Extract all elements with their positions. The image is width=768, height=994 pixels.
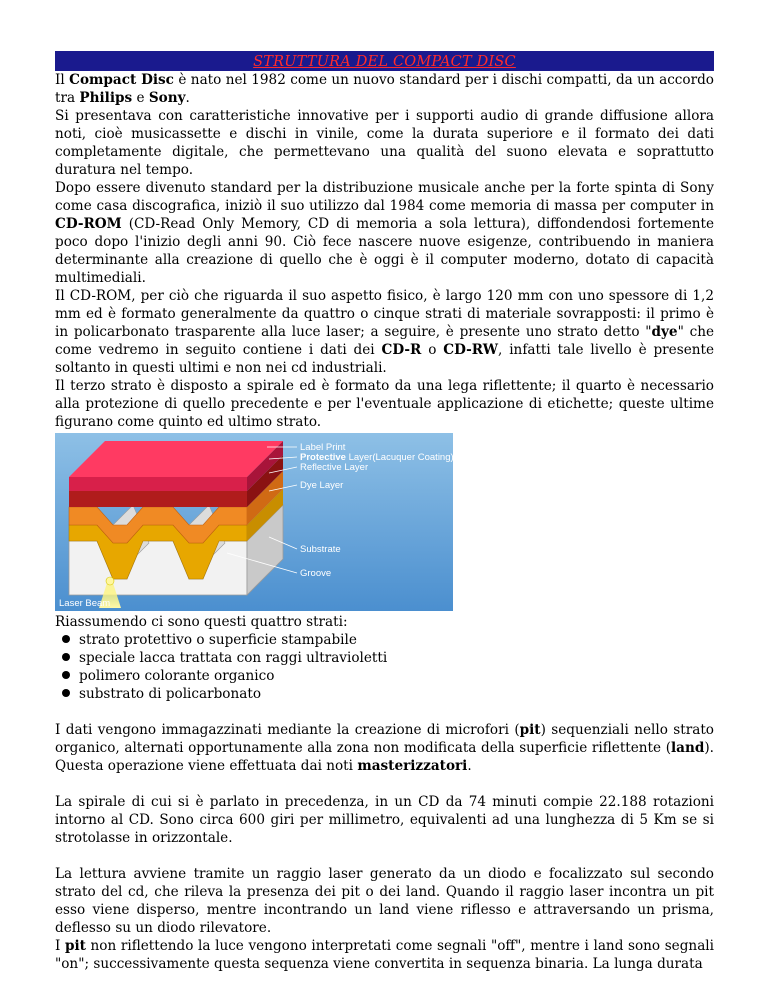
bullet-icon	[62, 653, 70, 661]
bullet-icon	[62, 671, 70, 679]
paragraph-pit: I pit non riflettendo la luce vengono interpretati come segnali "off", mentre i land sono segnali "on"; successivamente questa sequenza viene convertita in sequenza binaria. La lunga durata	[55, 938, 714, 972]
title-bar	[55, 51, 714, 71]
page-title: STRUTTURA DEL COMPACT DISC	[253, 54, 516, 70]
list-item: polimero colorante organico	[55, 667, 714, 685]
substrate-front	[69, 541, 247, 595]
list-item: speciale lacca trattata con raggi ultravioletti	[55, 649, 714, 667]
paragraph-data-storage: I dati vengono immagazzinati mediante la creazione di microfori (pit) sequenziali nello strato organico, alternati opportunamente alla zona non modificata della superficie riflettente (land). Questa operazione viene effettuata dai noti masterizzatori.	[55, 722, 714, 774]
paragraph-spiral: La spirale di cui si è parlato in precedenza, in un CD da 74 minuti compie 22.188 rotazioni intorno al CD. Sono circa 600 giri per millimetro, equivalenti ad una lunghezza di 5 Km se si strotolasse in orizzontale.	[55, 794, 714, 846]
layers-list	[55, 631, 714, 703]
laser-beam-label: Laser Beam	[59, 598, 111, 609]
list-item: substrato di policarbonato	[55, 685, 714, 703]
cd-layers-diagram	[55, 433, 453, 611]
paragraph-cdrom-history: Dopo essere divenuto standard per la distribuzione musicale anche per la forte spinta di Sony come casa discografica, iniziò il suo utilizzo dal 1984 come memoria di massa per computer in CD-ROM (CD-Read Only Memory, CD di memoria a sola lettura), diffondendosi fortemente poco dopo l'inizio degli anni 90. Ciò fece nascere nuove esigenze, contribuendo in maniera determinante alla creazione di quello che è oggi è il computer moderno, dotato di capacità multimediali.	[55, 180, 714, 286]
paragraph-innovation: Si presentava con caratteristiche innovative per i supporti audio di grande diffusione allora noti, cioè musicassette e dischi in vinile, come la durata superiore e il formato dei dati completamente digitale, che permettevano una qualità del suono elevata e soprattutto duratura nel tempo.	[55, 108, 714, 178]
paragraph-third-layer: Il terzo strato è disposto a spirale ed è formato da una lega riflettente; il quarto è necessario alla protezione di quello precedente e per l'eventuale applicazione di etichette; queste ultime figurano come quinto ed ultimo strato.	[55, 378, 714, 430]
bullet-icon	[62, 689, 70, 697]
paragraph-reading: La lettura avviene tramite un raggio laser generato da un diodo e focalizzato sul secondo strato del cd, che rileva la presenza dei pit o dei land. Quando il raggio laser incontra un pit esso viene disperso, mentre incontrando un land viene riflesso e attraversando un prisma, deflesso su un diodo rilevatore.	[55, 866, 714, 936]
bullet-icon	[62, 635, 70, 643]
protective-layer-front	[69, 491, 247, 507]
paragraph-physical: Il CD-ROM, per ciò che riguarda il suo aspetto fisico, è largo 120 mm con uno spessore di 1,2 mm ed è formato generalmente da quattro o cinque strati di materiale sovrapposti: il primo è in policarbonato trasparente alla luce laser; a seguire, è presente uno strato detto "dye" che come vedremo in seguito contiene i dati dei CD-R o CD-RW, infatti tale livello è presente soltanto in questi ultimi e non nei cd industriali.	[55, 288, 715, 376]
paragraph-intro: Il Compact Disc è nato nel 1982 come un nuovo standard per i dischi compatti, da un accordo tra Philips e Sony.	[55, 72, 714, 106]
protective-label-bold: Protective	[300, 452, 346, 463]
laser-spot	[106, 577, 114, 585]
protective-label-rest: Layer(Lacuquer Coating)	[345, 452, 453, 463]
label-print-front	[69, 477, 247, 491]
document-page	[55, 51, 714, 973]
list-item: strato protettivo o superficie stampabile	[55, 631, 714, 649]
label-print-label: Label Print	[300, 442, 346, 453]
groove-label: Groove	[300, 568, 332, 579]
summary-intro: Riassumendo ci sono questi quattro strati:	[55, 614, 348, 630]
label-print-top	[69, 441, 283, 477]
dye-label: Dye Layer	[300, 480, 344, 491]
substrate-label: Substrate	[300, 544, 341, 555]
reflective-label: Reflective Layer	[300, 462, 369, 473]
